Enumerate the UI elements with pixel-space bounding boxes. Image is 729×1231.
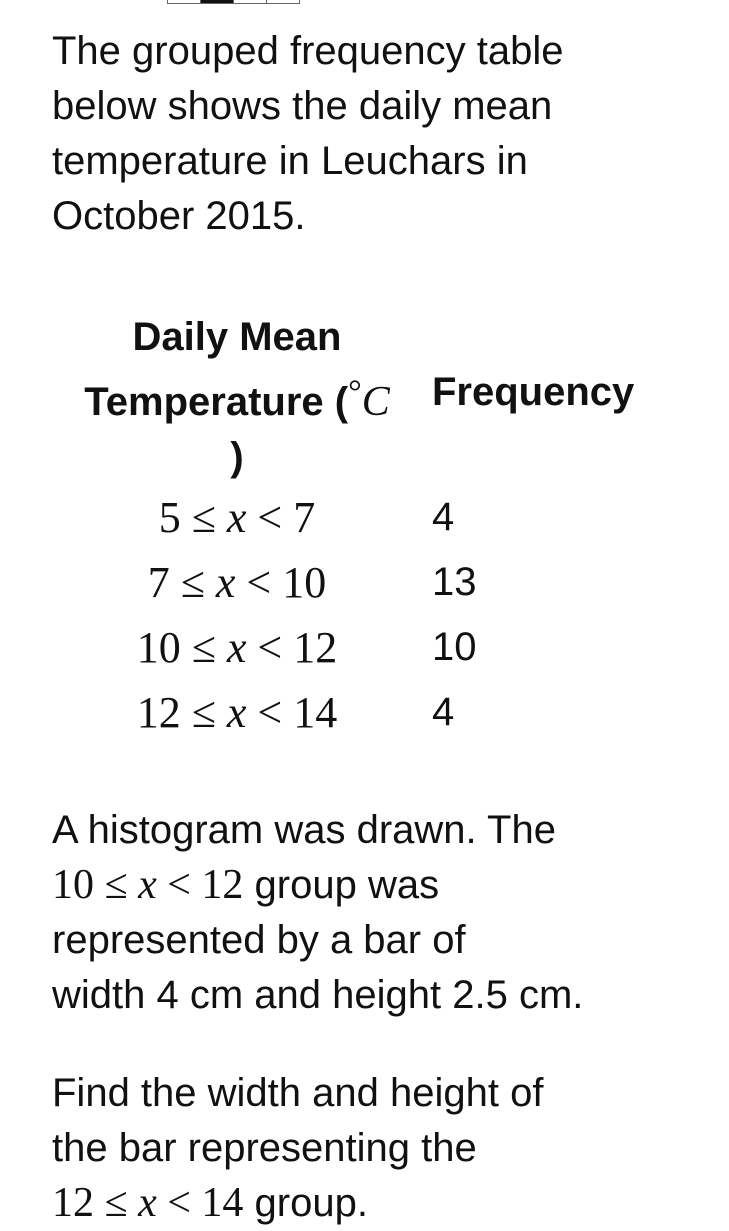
group-upper: 14: [201, 1180, 244, 1226]
histogram-description: [52, 803, 692, 1023]
header-temp-line1: Daily Mean: [132, 315, 342, 359]
question-line: Find the width and height of: [52, 1071, 544, 1115]
variable-x: x: [215, 558, 236, 607]
question-line: the bar representing the: [52, 1126, 477, 1170]
group-upper: 12: [201, 862, 244, 908]
page-tab-active[interactable]: [200, 0, 234, 4]
frequency-value: 10: [432, 625, 477, 669]
intro-line: October 2015.: [52, 194, 306, 238]
intro-text: [52, 24, 632, 244]
temperature-interval: [52, 622, 422, 673]
frequency-value: 4: [432, 690, 455, 734]
leq-symbol: ≤: [191, 688, 216, 737]
frequency-value: 4: [432, 495, 455, 539]
intro-line: The grouped frequency table: [52, 29, 564, 73]
header-temp-line3: ): [230, 435, 244, 479]
table-row: [52, 680, 652, 745]
table-row: [52, 485, 652, 550]
variable-x: x: [226, 493, 247, 542]
leq-symbol: ≤: [104, 862, 128, 908]
interval-lower: 7: [147, 558, 170, 607]
lt-symbol: <: [246, 558, 272, 607]
header-temperature: [52, 310, 422, 485]
interval-upper: 7: [293, 493, 316, 542]
variable-x: x: [138, 862, 157, 908]
group-inequality: [52, 862, 243, 908]
histogram-line: A histogram was drawn. The: [52, 808, 556, 852]
group-lower: 10: [52, 862, 94, 908]
leq-symbol: ≤: [180, 558, 205, 607]
table-row: [52, 550, 652, 615]
histogram-line: group was: [243, 863, 440, 907]
celsius-unit: [348, 374, 390, 425]
lt-symbol: <: [167, 1180, 191, 1226]
variable-x: x: [138, 1180, 157, 1226]
lt-symbol: <: [257, 493, 283, 542]
question-content: [52, 24, 692, 1231]
frequency-table: [52, 310, 652, 745]
interval-upper: 12: [293, 623, 338, 672]
interval-upper: 14: [293, 688, 338, 737]
lt-symbol: <: [257, 688, 283, 737]
page-tabs: [167, 0, 299, 4]
histogram-line: represented by a bar of: [52, 918, 466, 962]
leq-symbol: ≤: [104, 1180, 128, 1226]
header-temp-line2: Temperature (: [84, 380, 349, 424]
leq-symbol: ≤: [191, 623, 216, 672]
histogram-line: width 4 cm and height 2.5 cm.: [52, 973, 584, 1017]
group-inequality: [52, 1180, 243, 1226]
question-prompt: [52, 1066, 692, 1231]
frequency-value: 13: [432, 560, 477, 604]
intro-line: below shows the daily mean: [52, 84, 553, 128]
interval-upper: 10: [282, 558, 327, 607]
interval-lower: 12: [136, 688, 181, 737]
interval-lower: 5: [158, 493, 181, 542]
page-tab[interactable]: [266, 0, 300, 4]
temperature-interval: [52, 687, 422, 738]
page-tab[interactable]: [167, 0, 201, 4]
table-header: [52, 310, 652, 485]
page-tab[interactable]: [233, 0, 267, 4]
question-line: group.: [243, 1181, 368, 1225]
leq-symbol: ≤: [191, 493, 216, 542]
intro-line: temperature in Leuchars in: [52, 139, 528, 183]
degree-symbol: °: [348, 374, 362, 411]
variable-x: x: [226, 623, 247, 672]
lt-symbol: <: [167, 862, 191, 908]
temperature-interval: [52, 492, 422, 543]
lt-symbol: <: [257, 623, 283, 672]
group-lower: 12: [52, 1180, 94, 1226]
table-row: [52, 615, 652, 680]
variable-x: x: [226, 688, 247, 737]
header-frequency: Frequency: [432, 370, 635, 414]
celsius-letter: C: [361, 379, 390, 425]
interval-lower: 10: [136, 623, 181, 672]
temperature-interval: [52, 557, 422, 608]
